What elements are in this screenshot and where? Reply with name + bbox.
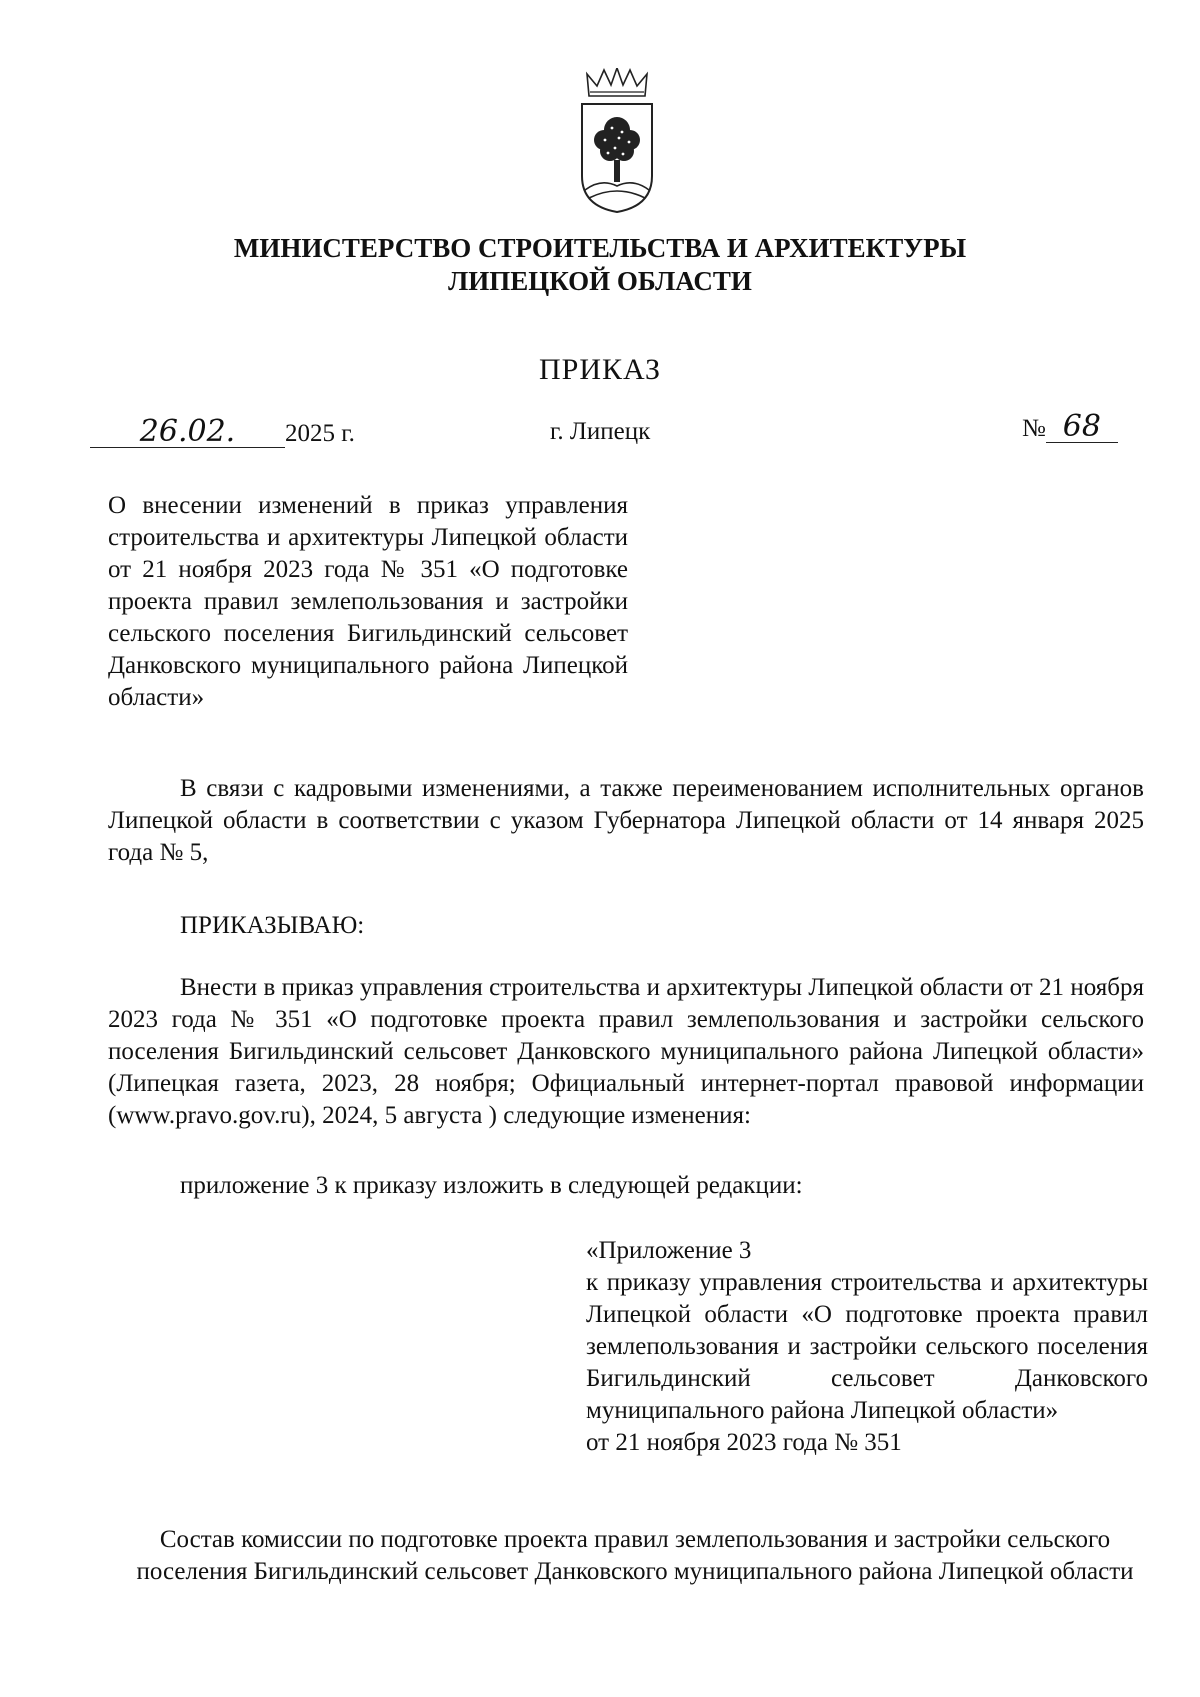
order-year: 2025 г. (285, 420, 355, 447)
amendment-paragraph: приложение 3 к приказу изложить в следующей редакции: (180, 1172, 803, 1199)
handwritten-number: 68 (1046, 412, 1118, 443)
coat-of-arms-icon (577, 68, 657, 214)
document-type: ПРИКАЗ (539, 353, 661, 386)
ministry-line-1: МИНИСТЕРСТВО СТРОИТЕЛЬСТВА И АРХИТЕКТУРЫ (233, 233, 967, 263)
order-paragraph: Внести в приказ управления строительства и архитектуры Липецкой области от 21 ноября 2023 года № 351 «О подготовке проекта правил землепользования и застройки сельского поселения Бигильдинский сельсовет Данковского муниципального района Липецкой области» (Липецкая газета, 2023, 28 ноября; Официальный интернет-портал правовой информации (www.pravo.gov.ru), 2024, 5 августа ) следующие изменения: (108, 974, 1144, 1129)
order-number (1022, 409, 1118, 444)
appendix-title: «Приложение 3 (586, 1237, 752, 1264)
ministry-line-2: ЛИПЕЦКОЙ ОБЛАСТИ (448, 266, 752, 296)
appendix-text: к приказу управления строительства и архитектуры Липецкой области «О подготовке проекта правил землепользования и застройки сельского поселения Бигильдинский сельсовет Данковского муниципального района Липецкой области» (586, 1269, 1148, 1424)
ministry-heading (100, 232, 1100, 298)
handwritten-date: 26.02. (90, 417, 285, 448)
appendix-date: от 21 ноября 2023 года № 351 (586, 1429, 902, 1456)
order-city: г. Липецк (550, 418, 651, 445)
appendix-reference (586, 1235, 1148, 1459)
order-directive: ПРИКАЗЫВАЮ: (180, 912, 365, 939)
order-subject: О внесении изменений в приказ управления строительства и архитектуры Липецкой области от 21 ноября 2023 года № 351 «О подготовке проекта правил землепользования и застройки сельского поселения Бигильдинский сельсовет Данковского муниципального района Липецкой области» (108, 492, 628, 711)
order-date (90, 414, 355, 449)
number-sign: № (1022, 415, 1046, 442)
preamble-paragraph: В связи с кадровыми изменениями, а также переименованием исполнительных органов Липецкой области в соответствии с указом Губернатора Липецкой области от 14 января 2025 года № 5, (108, 775, 1144, 866)
commission-title: Состав комиссии по подготовке проекта правил землепользования и застройки сельского поселения Бигильдинский сельсовет Данковского муниципального района Липецкой области (136, 1526, 1134, 1585)
